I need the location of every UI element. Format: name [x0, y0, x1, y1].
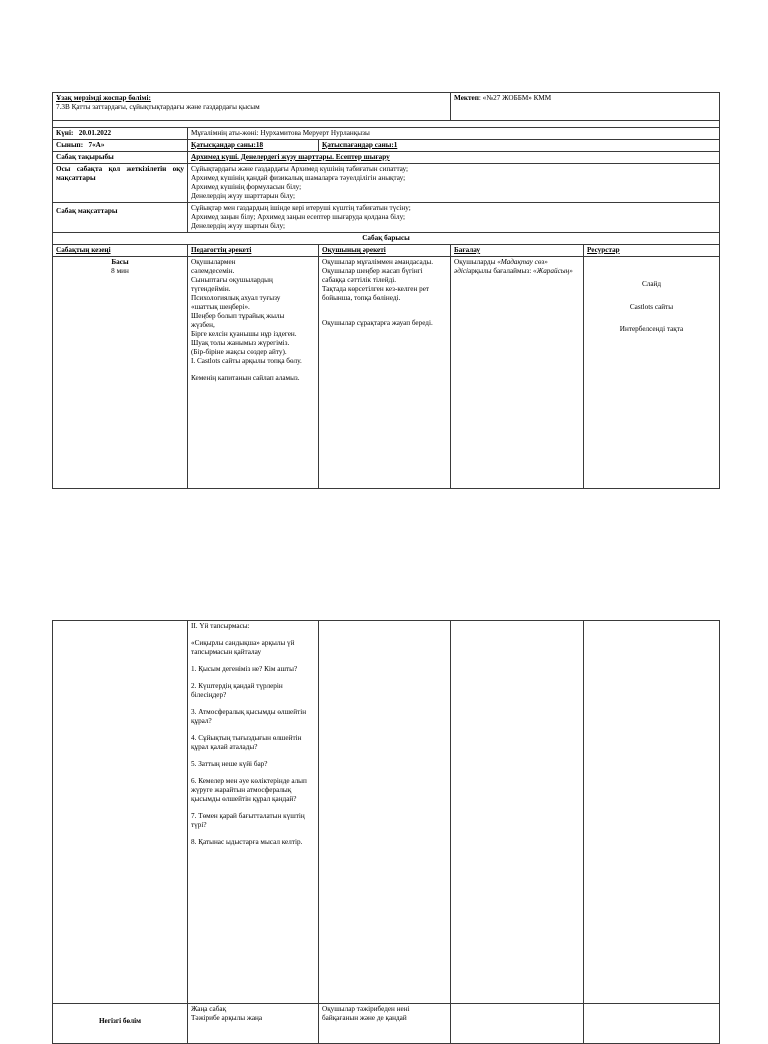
main-stage-label: Негізгі бөлім	[98, 1017, 142, 1025]
teacher-line: Кеменің капитанын сайлап аламыз.	[191, 374, 300, 382]
objective-item: Денелердің жүзу шарттарын білу;	[191, 192, 296, 200]
teacher-line: (Бір-біріне жақсы сөздер айту).	[191, 348, 287, 356]
student-line	[322, 303, 440, 311]
col-header-resources: Ресурстар	[584, 245, 720, 257]
col-header-teacher: Педагогтің әрекеті	[188, 245, 319, 257]
student-line: Оқушылар мұғаліммен амандасады.	[322, 258, 433, 266]
student-observation-line: байқағанын және де қандай	[322, 1014, 407, 1022]
long-term-plan-cell	[53, 93, 451, 121]
resources-cell	[584, 257, 720, 489]
homework-cell	[188, 621, 319, 1004]
student-line	[322, 311, 440, 319]
stage-name: Басы	[111, 258, 129, 266]
objectives-label: Осы сабақта қол жеткізілетін оқу мақсаттары	[56, 165, 184, 182]
student-observation-line: Оқушылар тәжірибеден нені	[322, 1005, 410, 1013]
question-item: 8. Қатынас ыдыстарға мысал келтір.	[191, 838, 303, 846]
teacher-value: Нурхамитова Меруерт Нурланқызы	[260, 129, 370, 137]
class-value: 7«А»	[88, 141, 105, 149]
homework-intro: «Сиқырлы сандықша» арқылы үй тапсырмасын қайталау	[191, 639, 295, 656]
student-line: Оқушылар шеңбер жасап бүгінгі сабаққа сәттілік тілейді.	[322, 267, 423, 284]
assessment-text	[454, 258, 580, 276]
assessment-method: «Мадақтау сөз» әдісі	[454, 258, 548, 275]
lesson-plan-table	[52, 92, 720, 489]
teacher-line: «шаттық шеңбері».	[191, 303, 250, 311]
student-activity-cell	[319, 257, 451, 489]
col-header-stages: Сабақтың кезеңі	[53, 245, 188, 257]
class-label: Сынып:	[56, 141, 84, 149]
teacher-line: Психологиялық ахуал туғызу	[191, 294, 281, 302]
lesson-goals-label: Сабақ мақсаттары	[56, 207, 118, 215]
new-lesson-line: Тәжірибе арқылы жаңа	[191, 1014, 263, 1022]
homework-title: ІІ. Үй тапсырмасы:	[191, 622, 250, 630]
question-item: 7. Төмен қарай бағытталатын күштің түрі?	[191, 812, 305, 829]
objectives-label-cell	[53, 164, 188, 203]
long-term-plan-value: 7.3В Қатты заттардағы, сұйықтықтардағы және газдардағы қысым	[56, 103, 260, 111]
resource-item: Интербелсенді тақта	[619, 325, 684, 333]
date-cell	[53, 128, 188, 140]
teacher-line: Сыныптағы оқушылардың түгендеймін.	[191, 276, 273, 293]
lesson-goal-item: Архимед заңын білу; Архимед заңын есептер шығаруда қолдана білу;	[191, 213, 406, 221]
col-header-assessment: Бағалау	[451, 245, 584, 257]
student-line: Оқушылар сұрақтарға жауап береді.	[322, 319, 433, 327]
assessment-mid: арқылы бағалаймыз:	[468, 267, 534, 275]
school-value: : «№27 ЖОББМ» КММ	[478, 94, 552, 102]
teacher-line: Оқушылармен	[191, 258, 236, 266]
stage-time: 8 мин	[111, 267, 129, 275]
class-cell	[53, 140, 188, 152]
assessment-prefix: Оқушыларды	[454, 258, 498, 266]
school-cell	[451, 93, 720, 121]
assessment-cell	[451, 257, 584, 489]
lesson-goals-cell	[188, 203, 720, 233]
stage-start-cell	[53, 257, 188, 489]
objective-item: Сұйықтардағы және газдардағы Архимед күшінің табиғатын сипаттау;	[191, 165, 408, 173]
present-label: Қатысқандар саны:18	[191, 141, 264, 149]
teacher-label: Мұғалімнің аты-жөні:	[191, 129, 259, 137]
long-term-plan-label: Ұзақ мерзімді жоспар бөлімі:	[56, 94, 151, 102]
question-item: 5. Заттың неше күйі бар?	[191, 760, 268, 768]
question-item: 2. Күштердің қандай түрлерін білесіңдер?	[191, 682, 283, 699]
school-label: Мектеп	[454, 94, 479, 102]
lesson-goal-item: Денелердің жүзу шартын білу;	[191, 222, 286, 230]
resources-empty-cell	[584, 621, 720, 1004]
teacher-line: І. Castlots сайты арқылы топқа бөлу.	[191, 357, 302, 365]
new-lesson-line: Жаңа сабақ	[191, 1005, 227, 1013]
assessment-praise: «Жарайсың»	[533, 267, 573, 275]
present-cell	[188, 140, 319, 152]
topic-value: Архимед күші. Денелердегі жүзу шарттары. Есептер шығару	[191, 153, 390, 161]
date-label: Күні:	[56, 129, 74, 137]
teacher-line: Бірге келсін қуанышы нұр іздеген.	[191, 330, 297, 338]
lesson-goal-item: Сұйықтар мен газдардың ішінде кері итеруші күштің табиғатын түсіну;	[191, 204, 411, 212]
absent-cell	[319, 140, 720, 152]
resource-item: Слайд	[641, 280, 662, 288]
question-item: 4. Сұйықтың тығыздығын өлшейтін құрал қалай аталады?	[191, 734, 302, 751]
teacher-name-cell	[188, 128, 720, 140]
objectives-cell	[188, 164, 720, 203]
resource-item: Castlots сайты	[629, 303, 674, 311]
topic-label-cell	[53, 152, 188, 164]
teacher-line: Шуақ толы жанымыз жүрегіміз.	[191, 339, 290, 347]
col-header-students: Оқушының әрекеті	[319, 245, 451, 257]
absent-label: Қатыспағандар саны:1	[322, 141, 398, 149]
lesson-flow-title: Сабақ барысы	[53, 233, 720, 245]
teacher-activity-cell	[188, 257, 319, 489]
stage-empty-cell	[53, 621, 188, 1004]
teacher-line: Шеңбер болып тұрайық жылы жүзбен,	[191, 312, 285, 329]
objective-item: Архимед күшінің формуласын білу;	[191, 183, 302, 191]
objective-item: Архимед күшінің қандай физикалық шамаларға тәуелділігін анықтау;	[191, 174, 406, 182]
question-item: 1. Қысым дегеніміз не? Кім ашты?	[191, 665, 298, 673]
topic-label: Сабақ тақырыбы	[56, 153, 114, 161]
lesson-goals-label-cell	[53, 203, 188, 233]
question-item: 6. Кемелер мен әуе көліктерінде алып жүруге жарайтын атмосфералық қысымды өлшейтін құрал қандай?	[191, 777, 307, 803]
topic-value-cell	[188, 152, 720, 164]
teacher-line: сәлемдесемін.	[191, 267, 235, 275]
student-empty-cell	[319, 621, 451, 1004]
question-item: 3. Атмосфералық қысымды өлшейтін құрал?	[191, 708, 307, 725]
teacher-line	[191, 366, 308, 374]
assessment-empty-cell	[451, 621, 584, 1004]
lesson-plan-table-continued	[52, 620, 720, 1044]
student-line: Тақтада көрсетілген кез-келген рет бойынша, топқа бөлінеді.	[322, 285, 430, 302]
date-value: 20.01.2022	[78, 129, 112, 137]
